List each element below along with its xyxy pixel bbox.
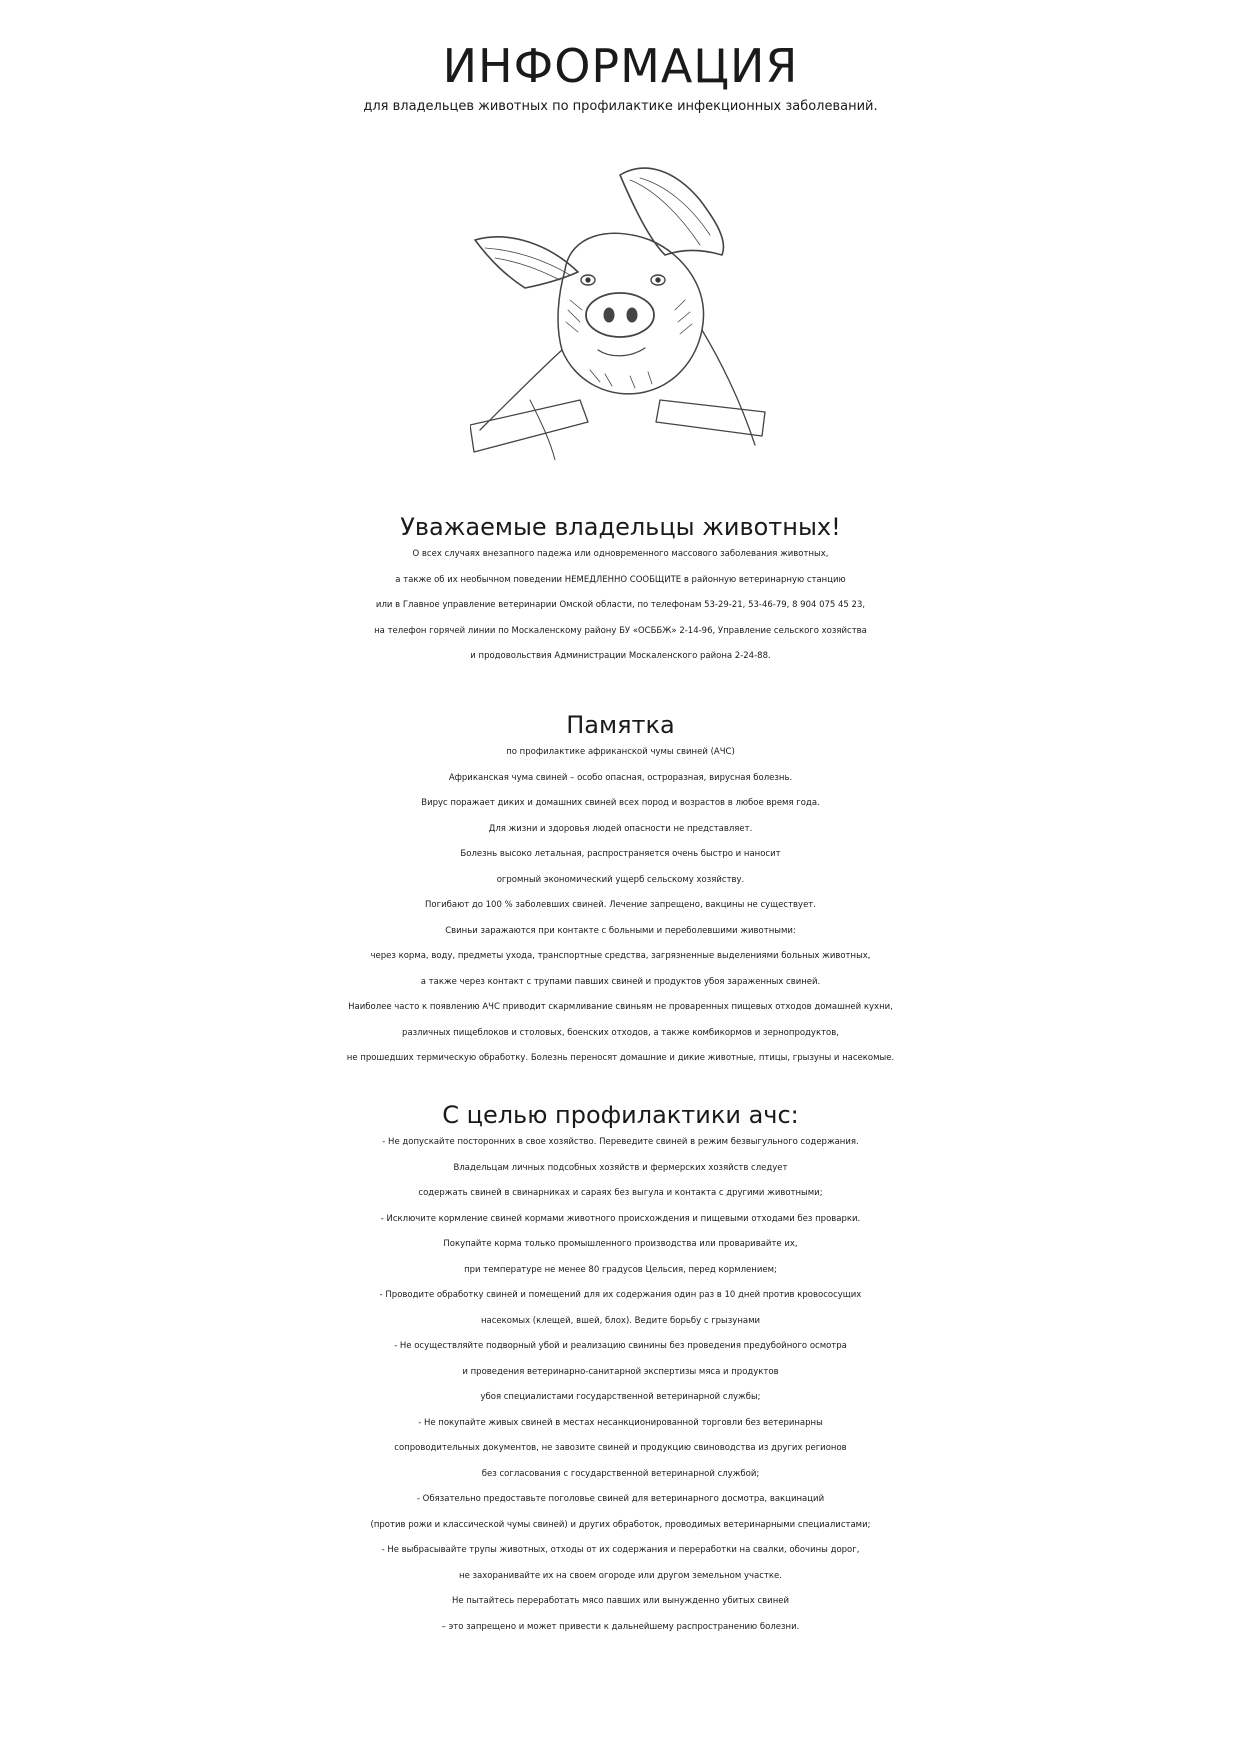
memo-line: не прошедших термическую обработку. Болезнь переносят домашние и дикие животные, птицы, грызуны и насекомые. (346, 1053, 895, 1063)
memo-line: Свиньи заражаются при контакте с больными и переболевшими животными: (445, 925, 796, 936)
memo-line: по профилактике африканской чумы свиней (АЧС) (506, 747, 735, 757)
greeting-line: и продовольствия Администрации Москаленского района 2-24-88. (470, 651, 771, 661)
prevention-line: содержать свиней в свинарниках и сараях без выгула и контакта с другими животными; (418, 1188, 823, 1198)
memo-line: Наиболее часто к появлению АЧС приводит скармливание свиньям не проваренных пищевых отходов домашней кухни, (348, 1002, 893, 1012)
prevention-line: Не пытайтесь переработать мясо павших или вынужденно убитых свиней (451, 1596, 790, 1606)
greeting-line: на телефон горячей линии по Москаленскому району БУ «ОСББЖ» 2-14-96, Управление сельского хозяйства (374, 625, 867, 636)
memo-line: огромный экономический ущерб сельскому хозяйству. (496, 874, 745, 885)
prevention-line: убоя специалистами государственной ветеринарной службы; (480, 1392, 761, 1402)
memo-line: Для жизни и здоровья людей опасности не представляет. (488, 823, 753, 834)
memo-line: различных пищеблоков и столовых, боенских отходов, а также комбикормов и зернопродуктов, (402, 1027, 839, 1038)
prevention-line: - Исключите кормление свиней кормами животного происхождения и пищевыми отходами без проварки. (380, 1213, 861, 1224)
prevention-line: - Обязательно предоставьте поголовье свиней для ветеринарного досмотра, вакцинаций (416, 1494, 825, 1504)
page-title: ИНФОРМАЦИЯ (442, 39, 799, 93)
prevention-line: сопроводительных документов, не завозите свиней и продукцию свиноводства из других регионов (394, 1443, 847, 1453)
prevention-heading: С целью профилактики ачс: (442, 1101, 799, 1129)
page-subtitle: для владельцев животных по профилактике инфекционных заболеваний. (363, 99, 878, 114)
greeting-heading: Уважаемые владельцы животных! (400, 513, 841, 541)
greeting-line: или в Главное управление ветеринарии Омской области, по телефонам 53-29-21, 53-46-79, 8 904 075 45 23, (375, 600, 866, 610)
greeting-line: О всех случаях внезапного падежа или одновременного массового заболевания животных, (412, 549, 829, 559)
memo-line: через корма, воду, предметы ухода, транспортные средства, загрязненные выделениями больных животных, (370, 951, 871, 961)
prevention-line: без согласования с государственной ветеринарной службой; (481, 1468, 760, 1479)
prevention-line: - Не допускайте посторонних в свое хозяйство. Переведите свиней в режим безвыгульного содержания. (382, 1137, 859, 1147)
memo-line: Погибают до 100 % заболевших свиней. Лечение запрещено, вакцины не существует. (425, 900, 816, 910)
prevention-line: при температуре не менее 80 градусов Цельсия, перед кормлением; (464, 1264, 777, 1275)
prevention-line: и проведения ветеринарно-санитарной экспертизы мяса и продуктов (462, 1366, 779, 1377)
memo-heading: Памятка (566, 711, 675, 739)
prevention-line: - Не осуществляйте подворный убой и реализацию свинины без проведения предубойного осмотра (394, 1341, 847, 1351)
memo-line: Вирус поражает диких и домашних свиней всех пород и возрастов в любое время года. (421, 798, 820, 808)
memo-line: а также через контакт с трупами павших свиней и продуктов убоя зараженных свиней. (420, 976, 821, 987)
greeting-line: а также об их необычном поведении НЕМЕДЛЕННО СООБЩИТЕ в районную ветеринарную станцию (395, 574, 846, 585)
prevention-line: насекомых (клещей, вшей, блох). Ведите борьбу с грызунами (480, 1315, 761, 1326)
prevention-line: Владельцам личных подсобных хозяйств и фермерских хозяйств следует (453, 1162, 788, 1173)
memo-line: Болезнь высоко летальная, распространяется очень быстро и наносит (460, 849, 781, 859)
prevention-line: (против рожи и классической чумы свиней) и других обработок, проводимых ветеринарными специалистами; (370, 1519, 871, 1530)
prevention-line: Покупайте корма только промышленного производства или проваривайте их, (443, 1239, 798, 1249)
prevention-line: - Не покупайте живых свиней в местах несанкционированной торговли без ветеринарны (418, 1417, 823, 1428)
pig-sketch-icon (470, 160, 770, 460)
memo-section (0, 710, 1241, 1072)
prevention-line: не захоранивайте их на своем огороде или другом земельном участке. (459, 1570, 782, 1581)
prevention-line: – это запрещено и может привести к дальнейшему распространению болезни. (441, 1621, 800, 1632)
prevention-line: - Не выбрасывайте трупы животных, отходы от их содержания и переработки на свалки, обочины дорог, (381, 1545, 860, 1555)
prevention-section (0, 1100, 1241, 1640)
prevention-line: - Проводите обработку свиней и помещений для их содержания один раз в 10 дней против кровососущих (379, 1290, 862, 1300)
greeting-section (0, 512, 1241, 670)
memo-line: Африканская чума свиней – особо опасная, остроразная, вирусная болезнь. (448, 772, 793, 783)
